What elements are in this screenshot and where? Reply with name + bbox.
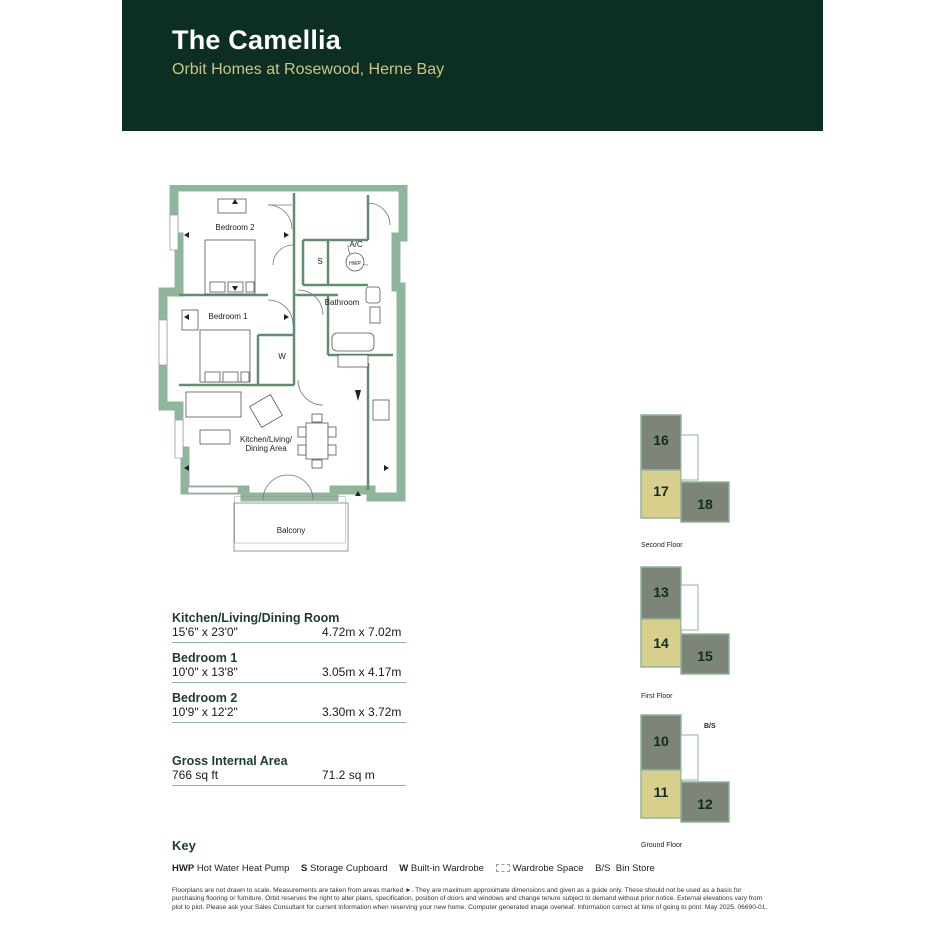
brochure-page (122, 0, 823, 945)
plot-15: 15 (697, 648, 713, 664)
key-item-hwp: HWP Hot Water Heat Pump (172, 863, 290, 874)
label-bedroom1: Bedroom 1 (208, 312, 248, 321)
spec-metric: 71.2 sq m (322, 768, 375, 782)
key-item-wardrobe: W Built-in Wardrobe (399, 863, 484, 874)
label-wardrobe: W (278, 352, 286, 361)
label-kitchen-1: Kitchen/Living/ (239, 435, 293, 444)
key-title: Key (172, 838, 196, 853)
plot-16: 16 (653, 432, 669, 448)
spec-bedroom1 (172, 651, 406, 683)
key-item-bin-store: B/S Bin Store (595, 863, 655, 874)
spec-name: Bedroom 1 (172, 651, 238, 665)
key-item-wardrobe-space: Wardrobe Space (496, 863, 584, 874)
floor-label-second: Second Floor (641, 542, 683, 549)
disclaimer: Floorplans are not drawn to scale. Measurements are taken from areas marked ►. They are maximum approximate dimensions and given as a guide only. These should not be used as a basis for purchasing flooring or furniture. Orbit reserves the right to alter plans, specification, position of doors and windows and change tenure subject to demand without prior notice. External elevations vary from plot to plot. Please ask your Sales Consultant for current information when reserving your new home. Computer generated image overleaf. Information correct at time of going to print. May 2025. 06690-01. (172, 887, 768, 911)
site-plan-first-floor (641, 567, 729, 700)
spec-name: Bedroom 2 (172, 691, 238, 705)
spec-imperial: 10'0" x 13'8" (172, 665, 238, 679)
spec-metric: 3.05m x 4.17m (322, 665, 402, 679)
key-item-storage: S Storage Cupboard (301, 863, 388, 874)
site-plan-second-floor (641, 415, 729, 549)
floor-label-ground: Ground Floor (641, 842, 683, 849)
site-plans (638, 410, 748, 860)
spec-gross-area (172, 754, 406, 786)
page-subtitle: Orbit Homes at Rosewood, Herne Bay (172, 61, 445, 78)
label-ac: A/C (349, 240, 363, 249)
plot-14: 14 (653, 635, 669, 651)
plot-18: 18 (697, 496, 713, 512)
wardrobe-space-icon (496, 864, 510, 872)
spec-bedroom2 (172, 691, 406, 723)
floor-label-first: First Floor (641, 693, 673, 700)
label-kitchen-2: Dining Area (245, 444, 287, 453)
key-legend (172, 863, 664, 874)
site-plan-ground-floor (641, 715, 729, 849)
page-title: The Camellia (172, 25, 341, 55)
label-bedroom2: Bedroom 2 (215, 223, 255, 232)
plot-11: 11 (653, 784, 669, 800)
spec-metric: 4.72m x 7.02m (322, 625, 402, 639)
spec-kitchen (172, 611, 406, 643)
spec-metric: 3.30m x 3.72m (322, 705, 402, 719)
label-hwp: HWP (349, 261, 361, 267)
plot-17: 17 (653, 483, 669, 499)
header-banner (122, 0, 823, 131)
spec-imperial: 15'6" x 23'0" (172, 625, 238, 639)
plot-10: 10 (653, 733, 669, 749)
spec-imperial: 10'9" x 12'2" (172, 705, 238, 719)
label-storage: S (317, 257, 323, 266)
spec-name: Kitchen/Living/Dining Room (172, 611, 340, 625)
spec-imperial: 766 sq ft (172, 768, 219, 782)
spec-name: Gross Internal Area (172, 754, 288, 768)
plot-13: 13 (653, 584, 669, 600)
floor-plan (158, 185, 418, 560)
label-bathroom: Bathroom (324, 298, 360, 307)
label-balcony: Balcony (276, 526, 306, 535)
plot-12: 12 (697, 796, 713, 812)
bin-store-label: B/S (704, 723, 716, 730)
